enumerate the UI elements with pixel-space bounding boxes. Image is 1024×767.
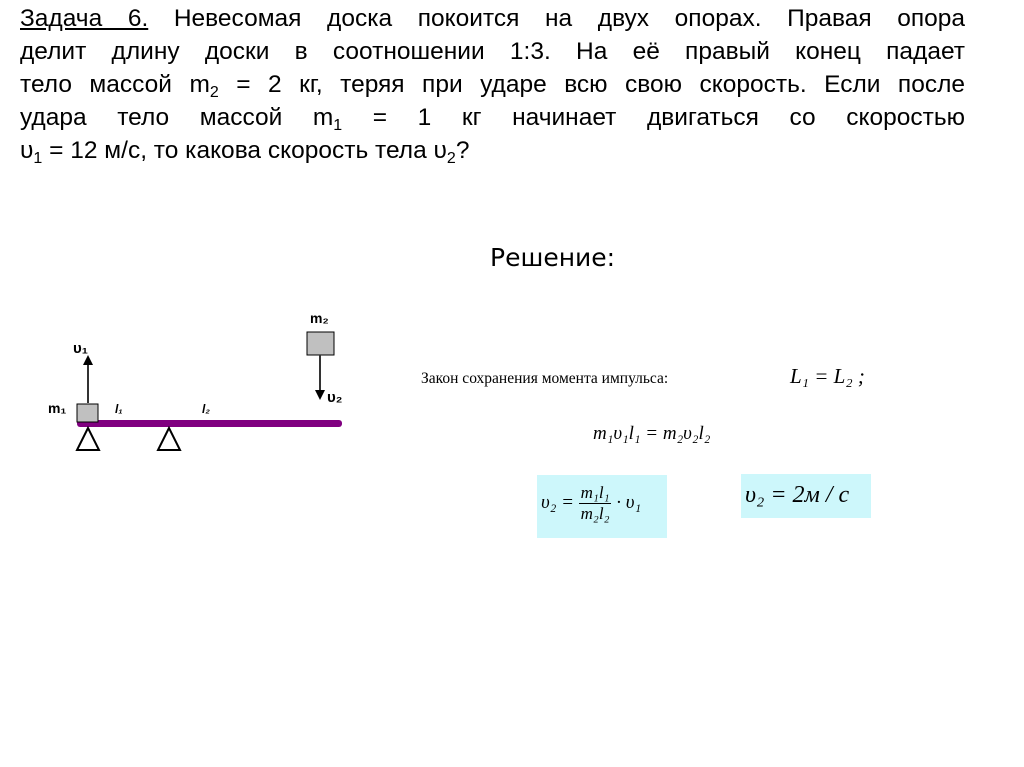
label-l2: l₂ [202, 402, 210, 416]
v2-formula-numerator: m₁l₁ [580, 483, 610, 502]
problem-line-5: $\upsilon_1 = 12$ м/с, то какова скорость тела $\upsilon_2$? [20, 137, 470, 167]
lever-diagram [40, 290, 360, 460]
v2-formula-lhs: υ₂ = [541, 491, 574, 513]
arrow-v2-head [315, 390, 325, 400]
answer: υ₂ = 2м / с [745, 482, 850, 508]
board [77, 420, 342, 427]
label-l1: l₁ [115, 402, 123, 416]
solution-heading: Решение: [490, 243, 616, 272]
problem-line-1: Задача 6. Невесомая доска покоится на двух опорах. Правая опора [20, 5, 965, 32]
problem-line-2: делит длину доски в соотношении 1:3. На её правый конец падает [20, 38, 965, 65]
answer-box [741, 474, 871, 518]
problem-line-3: тело массой $m_2 = 2$ кг, теряя при ударе всю свою скорость. Если после [20, 71, 965, 101]
label-m1: m₁ [48, 400, 67, 416]
block-m1 [77, 404, 98, 422]
block-m2 [307, 332, 334, 355]
label-m2: m₂ [310, 310, 329, 326]
law-label: Закон сохранения момента импульса: [421, 370, 669, 387]
support-right [158, 428, 180, 450]
problem-line-4: удара тело массой $m_1 = 1$ кг начинает двигаться со скоростью [20, 104, 965, 134]
law-equation: L₁ = L₂ ; [790, 364, 865, 388]
problem-title: Задача 6. [20, 5, 149, 32]
v2-formula-rhs: · υ₁ [616, 491, 642, 513]
label-v2: υ₂ [327, 389, 343, 406]
support-left [77, 428, 99, 450]
label-v1: υ₁ [73, 340, 88, 357]
v2-formula-denominator: m₂l₂ [580, 504, 610, 523]
v2-formula-box [537, 475, 667, 538]
moment-equation: m₁υ₁l₁ = m₂υ₂l₂ [593, 423, 711, 444]
